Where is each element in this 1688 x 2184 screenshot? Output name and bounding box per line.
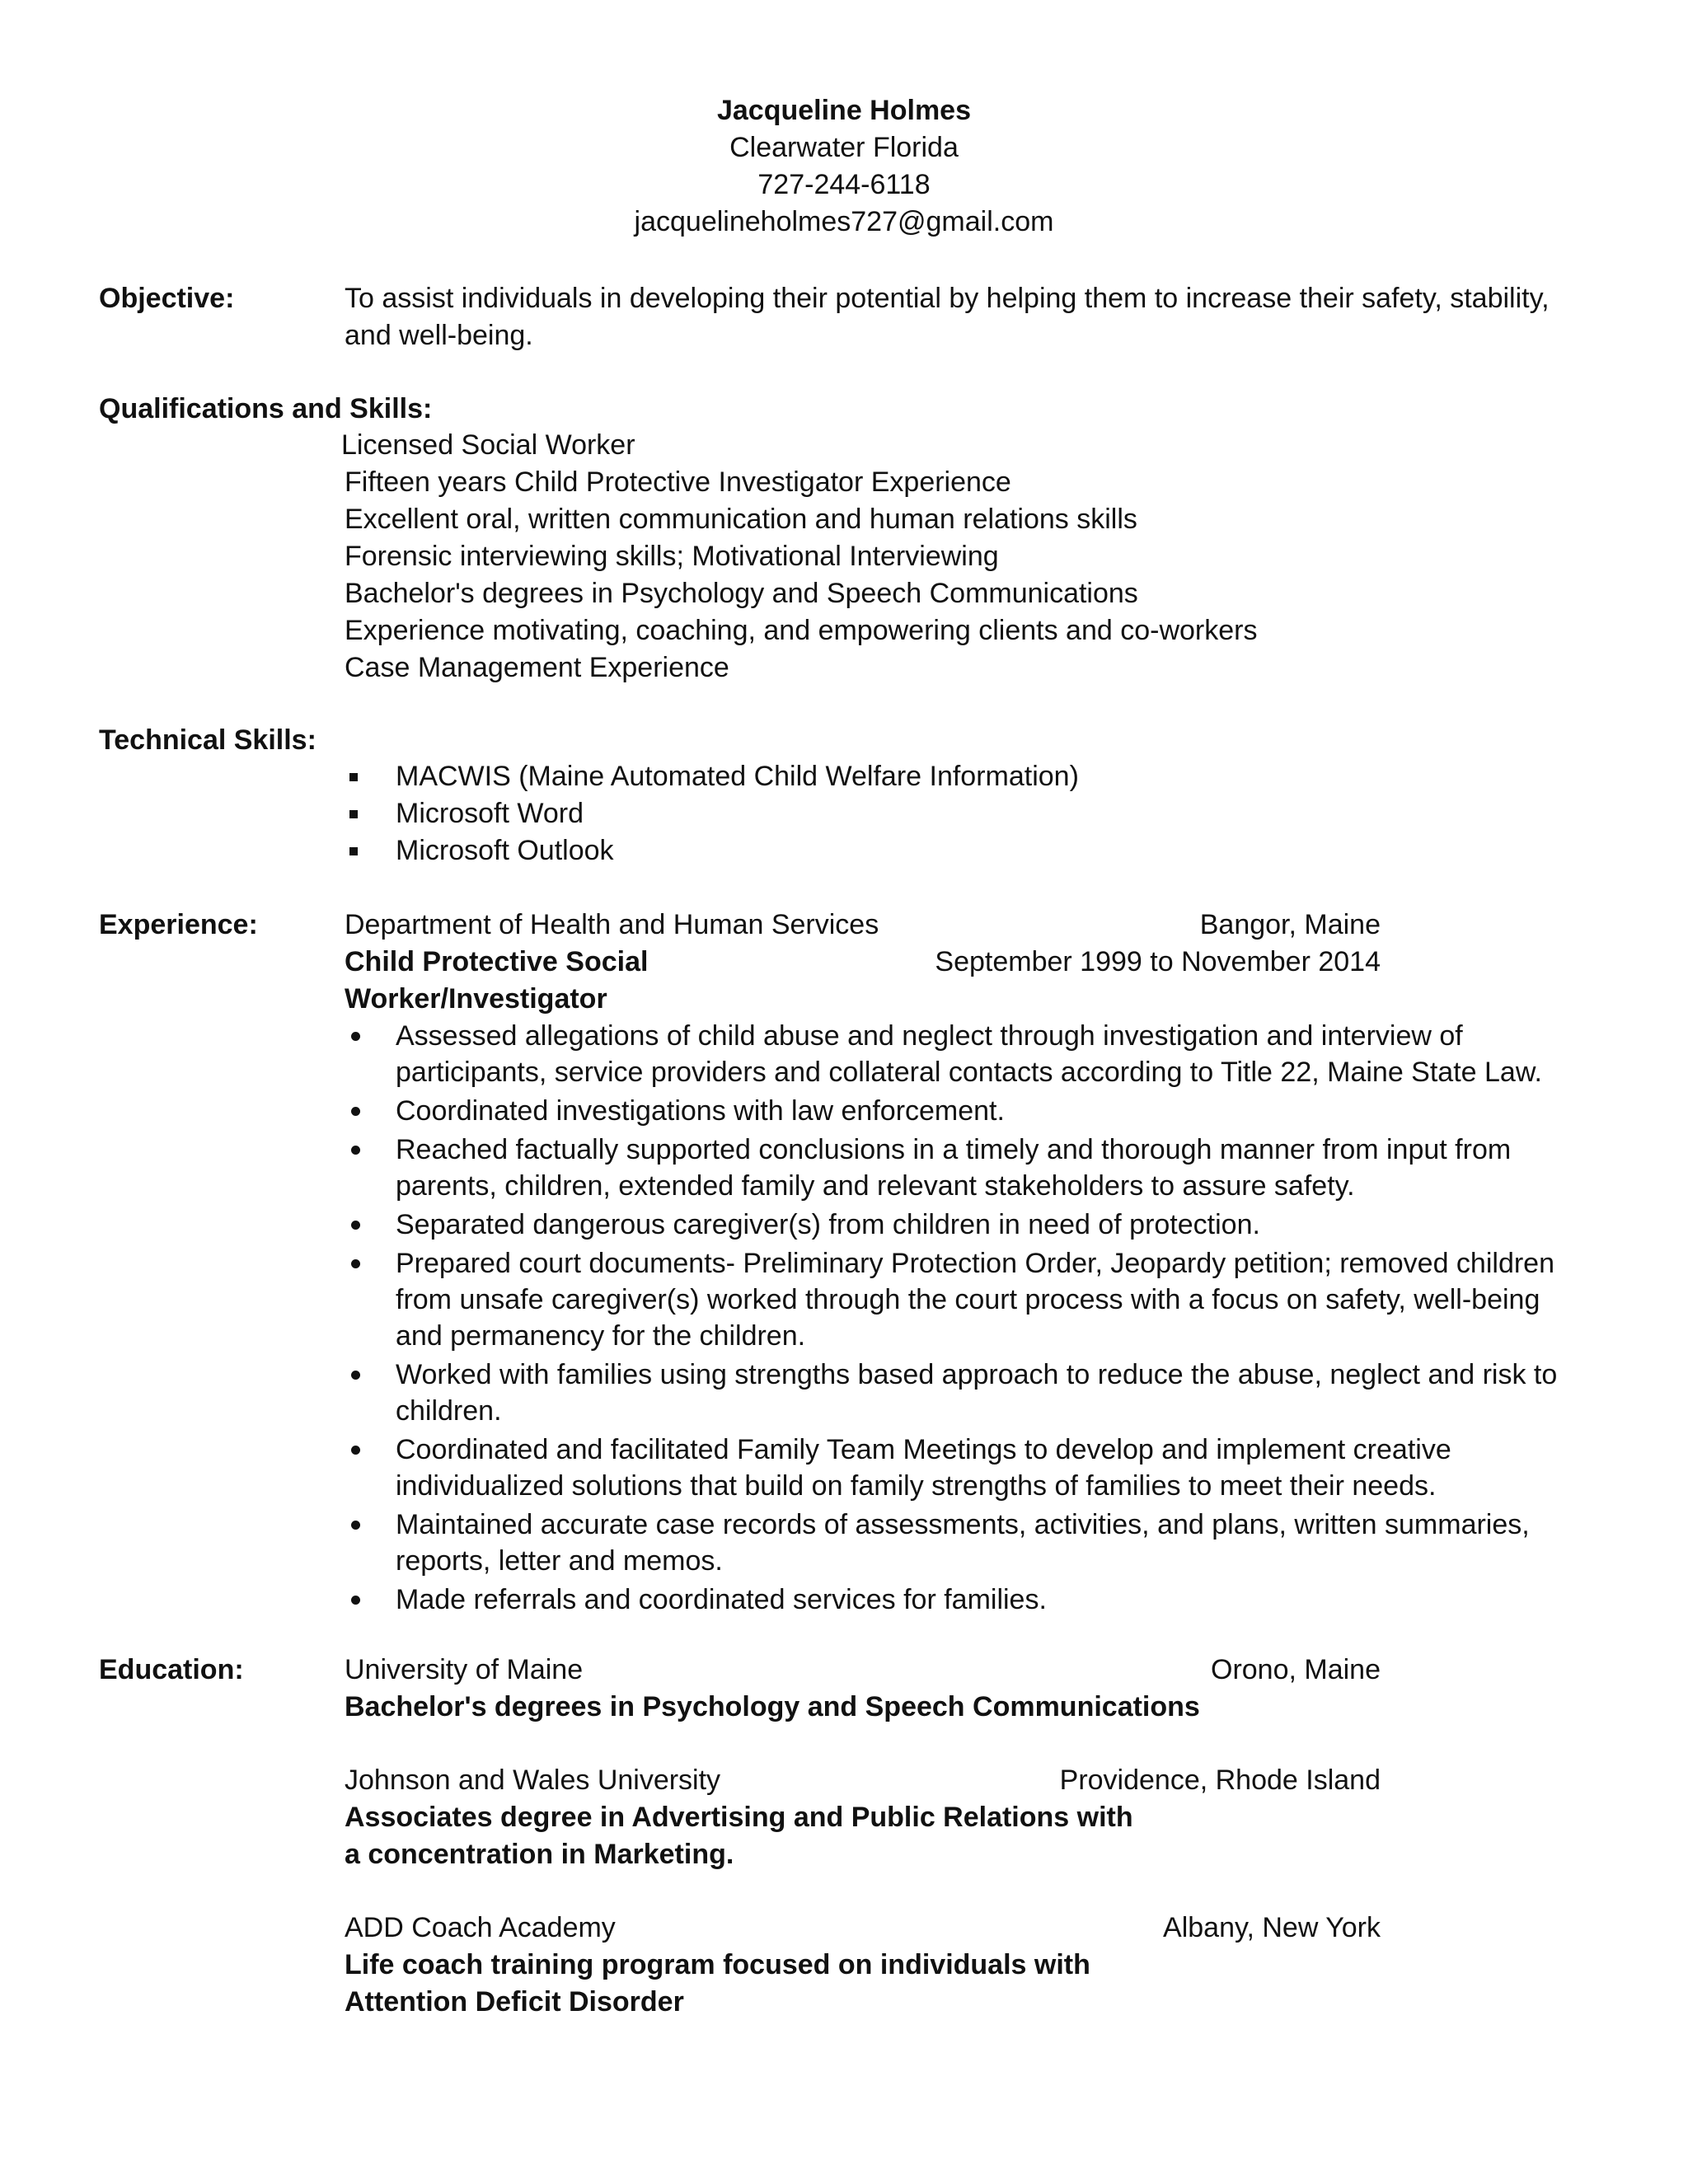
degree-line: Associates degree in Advertising and Public Relations with — [345, 1802, 1133, 1833]
list-item — [345, 1018, 1564, 1090]
bullet-text: Made referrals and coordinated services for families. — [396, 1584, 1047, 1615]
education-entry — [345, 1910, 1597, 2021]
qualification-item: Case Management Experience — [345, 652, 729, 683]
bullet-text: Reached factually supported conclusions in a timely and thorough manner from input from parents, children, extended family and relevant stakeholders to assure safety. — [396, 1134, 1512, 1202]
list-item — [345, 1132, 1564, 1204]
round-bullet-icon — [351, 1521, 360, 1530]
experience-label: Experience: — [99, 909, 258, 940]
technical-skills-list — [345, 758, 1597, 869]
bullet-text: Separated dangerous caregiver(s) from children in need of protection. — [396, 1209, 1260, 1240]
round-bullet-icon — [351, 1146, 360, 1155]
employer-name: Department of Health and Human Services — [345, 909, 879, 940]
objective-text: To assist individuals in developing their potential by helping them to increase their safety, stability, and well-being. — [345, 283, 1550, 351]
list-item — [345, 1432, 1564, 1504]
round-bullet-icon — [351, 1596, 360, 1605]
qualification-item: Excellent oral, written communication and human relations skills — [345, 504, 1137, 535]
list-item — [345, 1093, 1564, 1129]
bullet-text: Coordinated and facilitated Family Team Meetings to develop and implement creative individualized solutions that build on family strengths of families to meet their needs. — [396, 1434, 1451, 1502]
resume-header — [0, 92, 1688, 241]
technical-skills-section — [345, 758, 1597, 869]
job-dates: September 1999 to November 2014 — [935, 946, 1381, 977]
school-name: ADD Coach Academy — [345, 1912, 616, 1943]
bullet-text: Prepared court documents- Preliminary Protection Order, Jeopardy petition; removed children from unsafe caregiver(s) worked through the court process with a focus on safety, well-being and permanency for the children. — [396, 1248, 1555, 1352]
square-bullet-icon — [349, 810, 358, 818]
school-name: University of Maine — [345, 1654, 584, 1685]
school-name: Johnson and Wales University — [345, 1765, 721, 1796]
degree-line: a concentration in Marketing. — [345, 1839, 734, 1870]
technical-skill-text: Microsoft Word — [396, 798, 584, 829]
round-bullet-icon — [351, 1107, 360, 1116]
qualification-item: Bachelor's degrees in Psychology and Speech Communications — [345, 578, 1138, 609]
school-location: Providence, Rhode Island — [1059, 1765, 1381, 1796]
qualification-item: Experience motivating, coaching, and empowering clients and co-workers — [345, 615, 1258, 646]
qualifications-label: Qualifications and Skills: — [99, 393, 433, 424]
degree-line: Life coach training program focused on individuals with — [345, 1949, 1090, 1980]
job-title-line2: Worker/Investigator — [345, 983, 607, 1015]
list-item — [345, 1507, 1564, 1579]
candidate-name: Jacqueline Holmes — [716, 95, 971, 126]
bullet-text: Maintained accurate case records of assessments, activities, and plans, written summaries, reports, letter and memos. — [396, 1509, 1530, 1577]
bullet-text: Worked with families using strengths based approach to reduce the abuse, neglect and risk to children. — [396, 1359, 1558, 1427]
degree-line: Bachelor's degrees in Psychology and Speech Communications — [345, 1691, 1200, 1722]
experience-section — [345, 907, 1597, 1620]
qualifications-list — [341, 427, 1597, 687]
qualification-item: Licensed Social Worker — [341, 429, 635, 461]
bullet-text: Coordinated investigations with law enforcement. — [396, 1095, 1005, 1127]
list-item — [345, 795, 1597, 832]
round-bullet-icon — [351, 1446, 360, 1455]
education-entry — [345, 1762, 1597, 1873]
education-section — [345, 1652, 1597, 2057]
candidate-city: Clearwater Florida — [729, 132, 959, 163]
objective-section — [345, 280, 1564, 354]
qualification-item: Fifteen years Child Protective Investigator Experience — [345, 466, 1011, 498]
education-entry — [345, 1652, 1597, 1726]
school-location: Orono, Maine — [1211, 1654, 1381, 1685]
employer-row — [345, 907, 1381, 944]
degree-line: Attention Deficit Disorder — [345, 1986, 684, 2018]
round-bullet-icon — [351, 1221, 360, 1230]
job-title-row — [345, 944, 1381, 981]
employer-location: Bangor, Maine — [1199, 909, 1381, 940]
qualification-item: Forensic interviewing skills; Motivational Interviewing — [345, 541, 999, 572]
round-bullet-icon — [351, 1371, 360, 1380]
school-row — [345, 1652, 1381, 1689]
list-item — [345, 832, 1597, 869]
technical-skill-text: Microsoft Outlook — [396, 835, 614, 866]
list-item — [345, 1245, 1564, 1354]
candidate-phone: 727-244-6118 — [757, 169, 931, 200]
list-item — [345, 758, 1597, 795]
technical-skills-label: Technical Skills: — [99, 724, 316, 756]
list-item — [345, 1582, 1564, 1618]
bullet-text: Assessed allegations of child abuse and neglect through investigation and interview of participants, service providers and collateral contacts according to Title 22, Maine State Law. — [396, 1020, 1542, 1088]
education-label: Education: — [99, 1654, 244, 1685]
candidate-email: jacquelineholmes727@gmail.com — [634, 206, 1054, 237]
list-item — [345, 1207, 1564, 1243]
round-bullet-icon — [351, 1259, 360, 1268]
square-bullet-icon — [349, 847, 358, 855]
objective-label: Objective: — [99, 283, 235, 314]
experience-bullets — [345, 1018, 1564, 1618]
school-row — [345, 1910, 1381, 1947]
list-item — [345, 1357, 1564, 1429]
school-location: Albany, New York — [1163, 1912, 1381, 1943]
school-row — [345, 1762, 1381, 1799]
square-bullet-icon — [349, 773, 358, 781]
technical-skill-text: MACWIS (Maine Automated Child Welfare Information) — [396, 761, 1079, 792]
round-bullet-icon — [351, 1032, 360, 1041]
job-title-line1: Child Protective Social — [345, 946, 649, 977]
